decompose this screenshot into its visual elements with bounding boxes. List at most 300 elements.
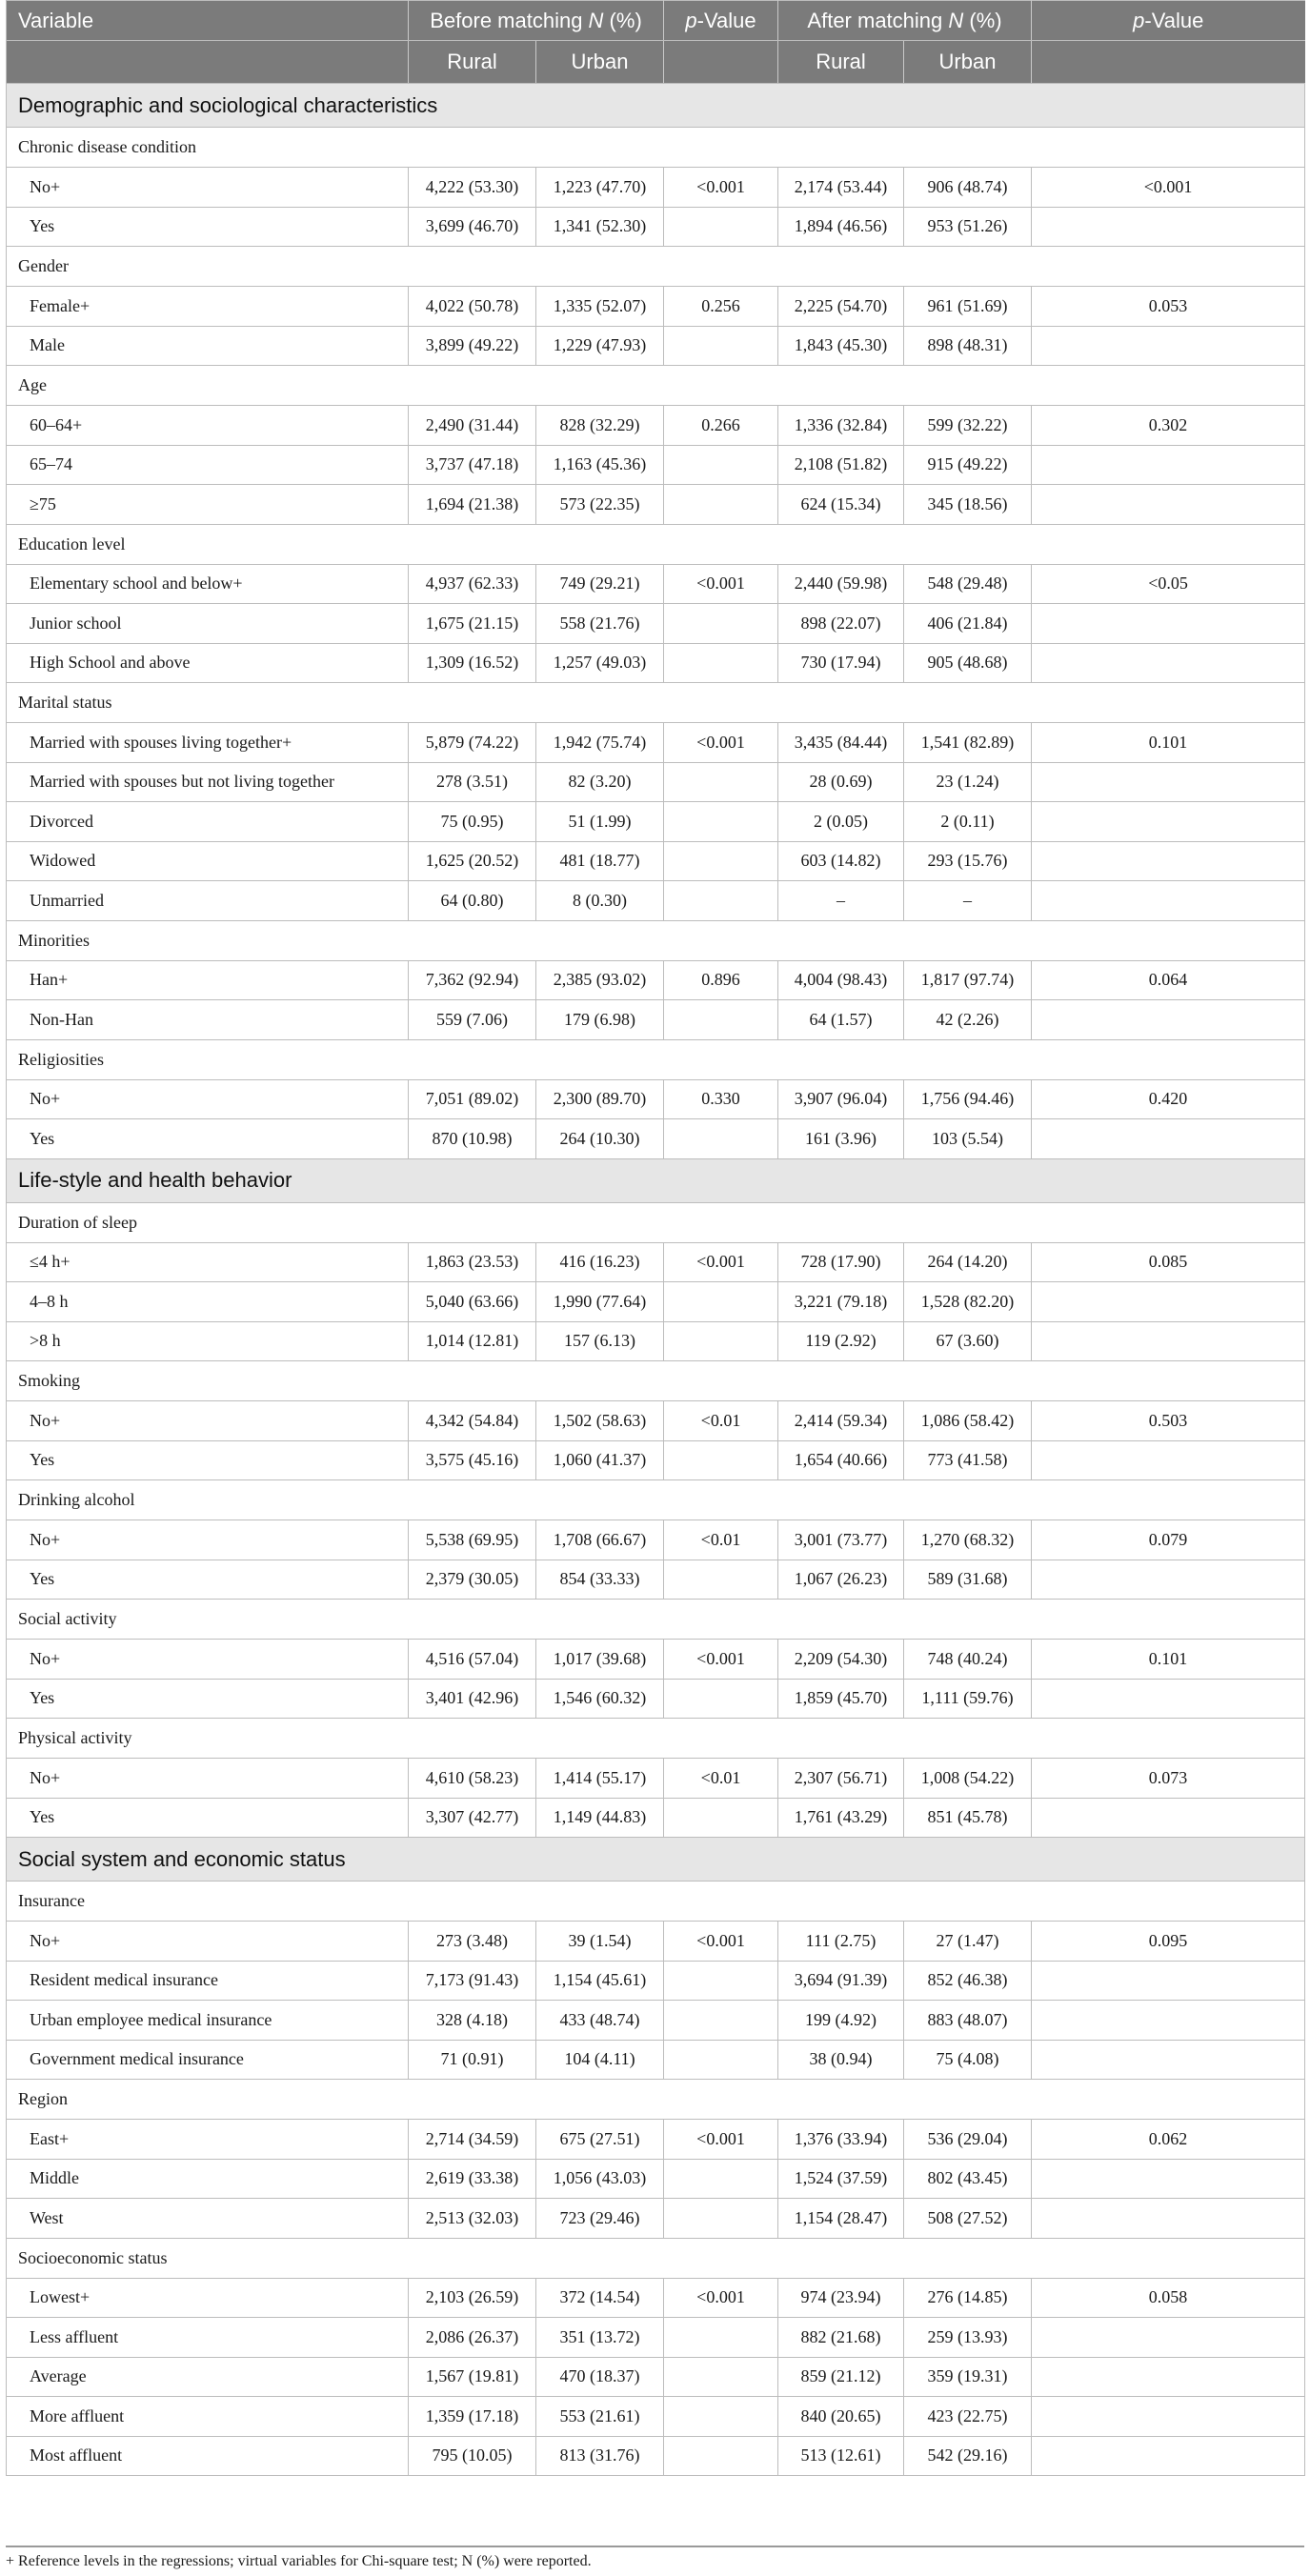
group-title: Duration of sleep xyxy=(7,1202,1305,1242)
after-urban-cell: 851 (45.78) xyxy=(904,1798,1032,1838)
row-label: Divorced xyxy=(7,802,409,842)
group-row xyxy=(7,1039,1305,1079)
after-p-value-cell: 0.062 xyxy=(1032,2120,1305,2160)
before-urban-cell: 1,708 (66.67) xyxy=(536,1520,664,1560)
after-rural-cell: 624 (15.34) xyxy=(778,485,904,525)
group-title: Marital status xyxy=(7,683,1305,723)
before-urban-cell: 675 (27.51) xyxy=(536,2120,664,2160)
before-rural-cell: 1,625 (20.52) xyxy=(409,841,536,881)
row-label: No+ xyxy=(7,1079,409,1119)
after-rural-cell: 513 (12.61) xyxy=(778,2436,904,2476)
group-row xyxy=(7,683,1305,723)
before-rural-cell: 3,899 (49.22) xyxy=(409,326,536,366)
table-row xyxy=(7,2318,1305,2358)
before-p-value-cell: <0.01 xyxy=(664,1759,778,1799)
table-row xyxy=(7,762,1305,802)
before-p-value-cell: 0.330 xyxy=(664,1079,778,1119)
section-title: Social system and economic status xyxy=(7,1838,1305,1882)
row-label: No+ xyxy=(7,1759,409,1799)
row-label: Resident medical insurance xyxy=(7,1961,409,2001)
after-p-value-cell xyxy=(1032,2397,1305,2437)
before-urban-cell: 1,229 (47.93) xyxy=(536,326,664,366)
before-rural-cell: 4,937 (62.33) xyxy=(409,564,536,604)
before-urban-cell: 553 (21.61) xyxy=(536,2397,664,2437)
table-row xyxy=(7,406,1305,446)
row-label: ≥75 xyxy=(7,485,409,525)
after-urban-cell: 103 (5.54) xyxy=(904,1119,1032,1159)
after-p-value-cell xyxy=(1032,2040,1305,2080)
table-row xyxy=(7,1961,1305,2001)
table-row xyxy=(7,1759,1305,1799)
before-rural-cell: 75 (0.95) xyxy=(409,802,536,842)
row-label: Junior school xyxy=(7,604,409,644)
after-urban-cell: 508 (27.52) xyxy=(904,2199,1032,2239)
after-urban-cell: 536 (29.04) xyxy=(904,2120,1032,2160)
before-p-value-cell xyxy=(664,1560,778,1600)
before-p-value-cell: <0.001 xyxy=(664,2120,778,2160)
row-label: 65–74 xyxy=(7,445,409,485)
after-p-value-cell xyxy=(1032,1679,1305,1719)
table-row xyxy=(7,1079,1305,1119)
before-p-value-cell xyxy=(664,2318,778,2358)
before-p-value-cell xyxy=(664,485,778,525)
after-urban-cell: – xyxy=(904,881,1032,921)
after-p-value-cell xyxy=(1032,2199,1305,2239)
after-urban-cell: 42 (2.26) xyxy=(904,1000,1032,1040)
after-p-value-cell xyxy=(1032,2159,1305,2199)
table-row xyxy=(7,287,1305,327)
after-rural-cell: 2 (0.05) xyxy=(778,802,904,842)
before-rural-cell: 5,879 (74.22) xyxy=(409,723,536,763)
before-rural-cell: 870 (10.98) xyxy=(409,1119,536,1159)
after-rural-cell: 2,225 (54.70) xyxy=(778,287,904,327)
table-row xyxy=(7,2199,1305,2239)
before-urban-cell: 351 (13.72) xyxy=(536,2318,664,2358)
after-p-value-cell: 0.101 xyxy=(1032,723,1305,763)
before-rural-cell: 1,675 (21.15) xyxy=(409,604,536,644)
table-row xyxy=(7,2159,1305,2199)
after-urban-cell: 773 (41.58) xyxy=(904,1440,1032,1480)
after-rural-cell: 3,435 (84.44) xyxy=(778,723,904,763)
after-urban-cell: 906 (48.74) xyxy=(904,168,1032,208)
after-urban-cell: 1,270 (68.32) xyxy=(904,1520,1032,1560)
before-urban-cell: 1,017 (39.68) xyxy=(536,1640,664,1680)
before-p-value-cell xyxy=(664,2040,778,2080)
section-row xyxy=(7,1838,1305,1882)
after-urban-cell: 1,541 (82.89) xyxy=(904,723,1032,763)
table-row xyxy=(7,326,1305,366)
after-p-value-cell xyxy=(1032,207,1305,247)
row-label: No+ xyxy=(7,1401,409,1441)
before-rural-cell: 71 (0.91) xyxy=(409,2040,536,2080)
after-p-value-cell xyxy=(1032,1000,1305,1040)
row-label: Yes xyxy=(7,1440,409,1480)
before-rural-cell: 3,575 (45.16) xyxy=(409,1440,536,1480)
after-rural-cell: 3,001 (73.77) xyxy=(778,1520,904,1560)
before-rural-cell: 2,103 (26.59) xyxy=(409,2278,536,2318)
table-row xyxy=(7,1000,1305,1040)
before-p-value-cell: <0.001 xyxy=(664,723,778,763)
before-urban-cell: 1,163 (45.36) xyxy=(536,445,664,485)
after-p-value-cell: 0.058 xyxy=(1032,2278,1305,2318)
after-rural-cell: 199 (4.92) xyxy=(778,2001,904,2041)
before-urban-cell: 573 (22.35) xyxy=(536,485,664,525)
group-title: Physical activity xyxy=(7,1719,1305,1759)
after-rural-cell: 161 (3.96) xyxy=(778,1119,904,1159)
before-urban-cell: 1,942 (75.74) xyxy=(536,723,664,763)
before-p-value-cell xyxy=(664,207,778,247)
before-urban-cell: 1,990 (77.64) xyxy=(536,1282,664,1322)
after-p-value-cell xyxy=(1032,762,1305,802)
group-row xyxy=(7,920,1305,960)
before-p-value-cell: <0.001 xyxy=(664,1640,778,1680)
before-p-value-cell xyxy=(664,762,778,802)
before-rural-cell: 4,342 (54.84) xyxy=(409,1401,536,1441)
after-urban-cell: 23 (1.24) xyxy=(904,762,1032,802)
before-urban-cell: 854 (33.33) xyxy=(536,1560,664,1600)
table-row xyxy=(7,207,1305,247)
before-urban-cell: 179 (6.98) xyxy=(536,1000,664,1040)
row-label: No+ xyxy=(7,1922,409,1962)
before-p-value-cell xyxy=(664,2397,778,2437)
before-rural-cell: 7,173 (91.43) xyxy=(409,1961,536,2001)
table-row xyxy=(7,960,1305,1000)
after-urban-cell: 898 (48.31) xyxy=(904,326,1032,366)
after-p-value-cell xyxy=(1032,1440,1305,1480)
row-label: Married with spouses living together+ xyxy=(7,723,409,763)
after-urban-cell: 345 (18.56) xyxy=(904,485,1032,525)
section-row xyxy=(7,1158,1305,1202)
after-rural-cell: 3,694 (91.39) xyxy=(778,1961,904,2001)
after-p-value-cell xyxy=(1032,485,1305,525)
row-label: Yes xyxy=(7,207,409,247)
before-p-value-cell: 0.256 xyxy=(664,287,778,327)
before-rural-cell: 3,737 (47.18) xyxy=(409,445,536,485)
header-before-matching: Before matching N (%) xyxy=(409,1,664,41)
before-urban-cell: 157 (6.13) xyxy=(536,1321,664,1361)
before-urban-cell: 558 (21.76) xyxy=(536,604,664,644)
row-label: Yes xyxy=(7,1560,409,1600)
after-rural-cell: 3,907 (96.04) xyxy=(778,1079,904,1119)
after-urban-cell: 67 (3.60) xyxy=(904,1321,1032,1361)
before-urban-cell: 372 (14.54) xyxy=(536,2278,664,2318)
after-rural-cell: 2,174 (53.44) xyxy=(778,168,904,208)
row-label: Married with spouses but not living together xyxy=(7,762,409,802)
before-rural-cell: 2,086 (26.37) xyxy=(409,2318,536,2358)
group-title: Gender xyxy=(7,247,1305,287)
before-p-value-cell xyxy=(664,445,778,485)
after-urban-cell: 1,008 (54.22) xyxy=(904,1759,1032,1799)
table-row xyxy=(7,2357,1305,2397)
table-row xyxy=(7,2436,1305,2476)
table-header xyxy=(7,1,1305,84)
after-p-value-cell xyxy=(1032,1798,1305,1838)
before-rural-cell: 1,863 (23.53) xyxy=(409,1242,536,1282)
row-label: Urban employee medical insurance xyxy=(7,2001,409,2041)
table-row xyxy=(7,1640,1305,1680)
table-body xyxy=(7,84,1305,2476)
row-label: Yes xyxy=(7,1798,409,1838)
after-p-value-cell: 0.420 xyxy=(1032,1079,1305,1119)
before-p-value-cell: <0.001 xyxy=(664,1242,778,1282)
before-p-value-cell: 0.266 xyxy=(664,406,778,446)
after-p-value-cell: 0.095 xyxy=(1032,1922,1305,1962)
after-rural-cell: 1,376 (33.94) xyxy=(778,2120,904,2160)
before-rural-cell: 1,694 (21.38) xyxy=(409,485,536,525)
before-p-value-cell xyxy=(664,2001,778,2041)
header-before-urban: Urban xyxy=(536,41,664,84)
before-rural-cell: 2,619 (33.38) xyxy=(409,2159,536,2199)
group-title: Chronic disease condition xyxy=(7,128,1305,168)
after-p-value-cell xyxy=(1032,841,1305,881)
header-variable: Variable xyxy=(7,1,409,41)
after-rural-cell: 119 (2.92) xyxy=(778,1321,904,1361)
before-rural-cell: 5,040 (63.66) xyxy=(409,1282,536,1322)
header-after-urban: Urban xyxy=(904,41,1032,84)
before-rural-cell: 3,699 (46.70) xyxy=(409,207,536,247)
before-rural-cell: 3,307 (42.77) xyxy=(409,1798,536,1838)
table-row xyxy=(7,643,1305,683)
after-p-value-cell: 0.053 xyxy=(1032,287,1305,327)
table-row xyxy=(7,841,1305,881)
group-row xyxy=(7,1361,1305,1401)
before-rural-cell: 4,610 (58.23) xyxy=(409,1759,536,1799)
before-urban-cell: 416 (16.23) xyxy=(536,1242,664,1282)
table-row xyxy=(7,1401,1305,1441)
before-rural-cell: 278 (3.51) xyxy=(409,762,536,802)
table-row xyxy=(7,1242,1305,1282)
before-urban-cell: 264 (10.30) xyxy=(536,1119,664,1159)
after-rural-cell: 28 (0.69) xyxy=(778,762,904,802)
after-rural-cell: 1,067 (26.23) xyxy=(778,1560,904,1600)
before-p-value-cell: 0.896 xyxy=(664,960,778,1000)
group-row xyxy=(7,1202,1305,1242)
row-label: Yes xyxy=(7,1679,409,1719)
after-urban-cell: 589 (31.68) xyxy=(904,1560,1032,1600)
before-rural-cell: 4,222 (53.30) xyxy=(409,168,536,208)
before-p-value-cell xyxy=(664,604,778,644)
before-rural-cell: 7,362 (92.94) xyxy=(409,960,536,1000)
after-urban-cell: 953 (51.26) xyxy=(904,207,1032,247)
header-blank xyxy=(7,41,409,84)
row-label: No+ xyxy=(7,168,409,208)
after-urban-cell: 905 (48.68) xyxy=(904,643,1032,683)
after-p-value-cell xyxy=(1032,326,1305,366)
footnote: + Reference levels in the regressions; virtual variables for Chi-square test; N (%) were reported. xyxy=(6,2553,592,2569)
before-rural-cell: 4,516 (57.04) xyxy=(409,1640,536,1680)
group-title: Religiosities xyxy=(7,1039,1305,1079)
before-rural-cell: 1,309 (16.52) xyxy=(409,643,536,683)
group-row xyxy=(7,1882,1305,1922)
after-rural-cell: 603 (14.82) xyxy=(778,841,904,881)
after-urban-cell: 599 (32.22) xyxy=(904,406,1032,446)
group-row xyxy=(7,2238,1305,2278)
after-rural-cell: 1,859 (45.70) xyxy=(778,1679,904,1719)
after-rural-cell: 882 (21.68) xyxy=(778,2318,904,2358)
table-container xyxy=(6,0,1304,2476)
before-p-value-cell xyxy=(664,881,778,921)
row-label: Widowed xyxy=(7,841,409,881)
after-p-value-cell: <0.05 xyxy=(1032,564,1305,604)
after-rural-cell: 1,761 (43.29) xyxy=(778,1798,904,1838)
before-rural-cell: 2,490 (31.44) xyxy=(409,406,536,446)
group-title: Smoking xyxy=(7,1361,1305,1401)
table-row xyxy=(7,2397,1305,2437)
after-urban-cell: 1,086 (58.42) xyxy=(904,1401,1032,1441)
after-p-value-cell: 0.085 xyxy=(1032,1242,1305,1282)
row-label: Middle xyxy=(7,2159,409,2199)
after-urban-cell: 406 (21.84) xyxy=(904,604,1032,644)
after-rural-cell: 1,336 (32.84) xyxy=(778,406,904,446)
header-p-value-after: p-Value xyxy=(1032,1,1305,41)
after-urban-cell: 259 (13.93) xyxy=(904,2318,1032,2358)
table-row xyxy=(7,168,1305,208)
before-urban-cell: 1,257 (49.03) xyxy=(536,643,664,683)
table-row xyxy=(7,2001,1305,2041)
header-p-value-before: p-Value xyxy=(664,1,778,41)
after-urban-cell: 1,528 (82.20) xyxy=(904,1282,1032,1322)
table-row xyxy=(7,485,1305,525)
footnote-divider xyxy=(6,2546,1304,2547)
before-p-value-cell xyxy=(664,1321,778,1361)
after-urban-cell: 852 (46.38) xyxy=(904,1961,1032,2001)
table-row xyxy=(7,1440,1305,1480)
before-urban-cell: 1,056 (43.03) xyxy=(536,2159,664,2199)
before-rural-cell: 2,379 (30.05) xyxy=(409,1560,536,1600)
after-rural-cell: 3,221 (79.18) xyxy=(778,1282,904,1322)
before-rural-cell: 64 (0.80) xyxy=(409,881,536,921)
group-title: Social activity xyxy=(7,1600,1305,1640)
after-urban-cell: 961 (51.69) xyxy=(904,287,1032,327)
after-urban-cell: 542 (29.16) xyxy=(904,2436,1032,2476)
after-urban-cell: 1,111 (59.76) xyxy=(904,1679,1032,1719)
group-title: Minorities xyxy=(7,920,1305,960)
after-rural-cell: 1,524 (37.59) xyxy=(778,2159,904,2199)
after-rural-cell: 2,209 (54.30) xyxy=(778,1640,904,1680)
before-p-value-cell xyxy=(664,1798,778,1838)
after-rural-cell: 1,894 (46.56) xyxy=(778,207,904,247)
before-p-value-cell xyxy=(664,2436,778,2476)
table-row xyxy=(7,1560,1305,1600)
before-urban-cell: 470 (18.37) xyxy=(536,2357,664,2397)
row-label: West xyxy=(7,2199,409,2239)
table-row xyxy=(7,564,1305,604)
after-p-value-cell xyxy=(1032,2318,1305,2358)
table-row xyxy=(7,1922,1305,1962)
before-urban-cell: 104 (4.11) xyxy=(536,2040,664,2080)
group-row xyxy=(7,1600,1305,1640)
group-row xyxy=(7,1719,1305,1759)
row-label: East+ xyxy=(7,2120,409,2160)
before-rural-cell: 559 (7.06) xyxy=(409,1000,536,1040)
row-label: Male xyxy=(7,326,409,366)
after-urban-cell: 548 (29.48) xyxy=(904,564,1032,604)
after-urban-cell: 883 (48.07) xyxy=(904,2001,1032,2041)
after-urban-cell: 1,756 (94.46) xyxy=(904,1079,1032,1119)
group-title: Region xyxy=(7,2080,1305,2120)
after-urban-cell: 75 (4.08) xyxy=(904,2040,1032,2080)
before-urban-cell: 1,149 (44.83) xyxy=(536,1798,664,1838)
before-p-value-cell: <0.01 xyxy=(664,1401,778,1441)
before-rural-cell: 328 (4.18) xyxy=(409,2001,536,2041)
group-row xyxy=(7,247,1305,287)
after-urban-cell: 359 (19.31) xyxy=(904,2357,1032,2397)
after-p-value-cell xyxy=(1032,643,1305,683)
before-urban-cell: 1,154 (45.61) xyxy=(536,1961,664,2001)
before-urban-cell: 1,546 (60.32) xyxy=(536,1679,664,1719)
row-label: High School and above xyxy=(7,643,409,683)
header-blank xyxy=(664,41,778,84)
before-urban-cell: 1,335 (52.07) xyxy=(536,287,664,327)
group-title: Education level xyxy=(7,524,1305,564)
after-urban-cell: 748 (40.24) xyxy=(904,1640,1032,1680)
table-row xyxy=(7,2040,1305,2080)
after-rural-cell: 64 (1.57) xyxy=(778,1000,904,1040)
after-p-value-cell: 0.302 xyxy=(1032,406,1305,446)
group-title: Insurance xyxy=(7,1882,1305,1922)
header-after-matching: After matching N (%) xyxy=(778,1,1032,41)
after-p-value-cell: 0.079 xyxy=(1032,1520,1305,1560)
after-p-value-cell: 0.503 xyxy=(1032,1401,1305,1441)
before-p-value-cell xyxy=(664,1961,778,2001)
before-rural-cell: 7,051 (89.02) xyxy=(409,1079,536,1119)
after-p-value-cell xyxy=(1032,802,1305,842)
row-label: Han+ xyxy=(7,960,409,1000)
row-label: Government medical insurance xyxy=(7,2040,409,2080)
row-label: Female+ xyxy=(7,287,409,327)
after-urban-cell: 915 (49.22) xyxy=(904,445,1032,485)
row-label: 4–8 h xyxy=(7,1282,409,1322)
before-urban-cell: 723 (29.46) xyxy=(536,2199,664,2239)
section-title: Demographic and sociological characteristics xyxy=(7,84,1305,128)
after-p-value-cell xyxy=(1032,881,1305,921)
results-table xyxy=(6,0,1305,2476)
before-urban-cell: 433 (48.74) xyxy=(536,2001,664,2041)
before-rural-cell: 1,567 (19.81) xyxy=(409,2357,536,2397)
before-urban-cell: 813 (31.76) xyxy=(536,2436,664,2476)
after-rural-cell: 1,843 (45.30) xyxy=(778,326,904,366)
before-p-value-cell: <0.001 xyxy=(664,1922,778,1962)
after-urban-cell: 264 (14.20) xyxy=(904,1242,1032,1282)
before-urban-cell: 8 (0.30) xyxy=(536,881,664,921)
group-row xyxy=(7,366,1305,406)
table-row xyxy=(7,1282,1305,1322)
before-rural-cell: 2,513 (32.03) xyxy=(409,2199,536,2239)
before-p-value-cell xyxy=(664,802,778,842)
before-p-value-cell xyxy=(664,2159,778,2199)
group-row xyxy=(7,1480,1305,1520)
after-urban-cell: 802 (43.45) xyxy=(904,2159,1032,2199)
row-label: Yes xyxy=(7,1119,409,1159)
before-urban-cell: 82 (3.20) xyxy=(536,762,664,802)
after-rural-cell: 898 (22.07) xyxy=(778,604,904,644)
table-row xyxy=(7,1119,1305,1159)
row-label: Less affluent xyxy=(7,2318,409,2358)
table-row xyxy=(7,1321,1305,1361)
before-rural-cell: 1,359 (17.18) xyxy=(409,2397,536,2437)
before-urban-cell: 749 (29.21) xyxy=(536,564,664,604)
row-label: Average xyxy=(7,2357,409,2397)
after-urban-cell: 1,817 (97.74) xyxy=(904,960,1032,1000)
table-row xyxy=(7,881,1305,921)
after-p-value-cell: 0.073 xyxy=(1032,1759,1305,1799)
before-rural-cell: 5,538 (69.95) xyxy=(409,1520,536,1560)
before-p-value-cell xyxy=(664,643,778,683)
row-label: Most affluent xyxy=(7,2436,409,2476)
before-urban-cell: 1,060 (41.37) xyxy=(536,1440,664,1480)
after-rural-cell: 859 (21.12) xyxy=(778,2357,904,2397)
before-rural-cell: 273 (3.48) xyxy=(409,1922,536,1962)
